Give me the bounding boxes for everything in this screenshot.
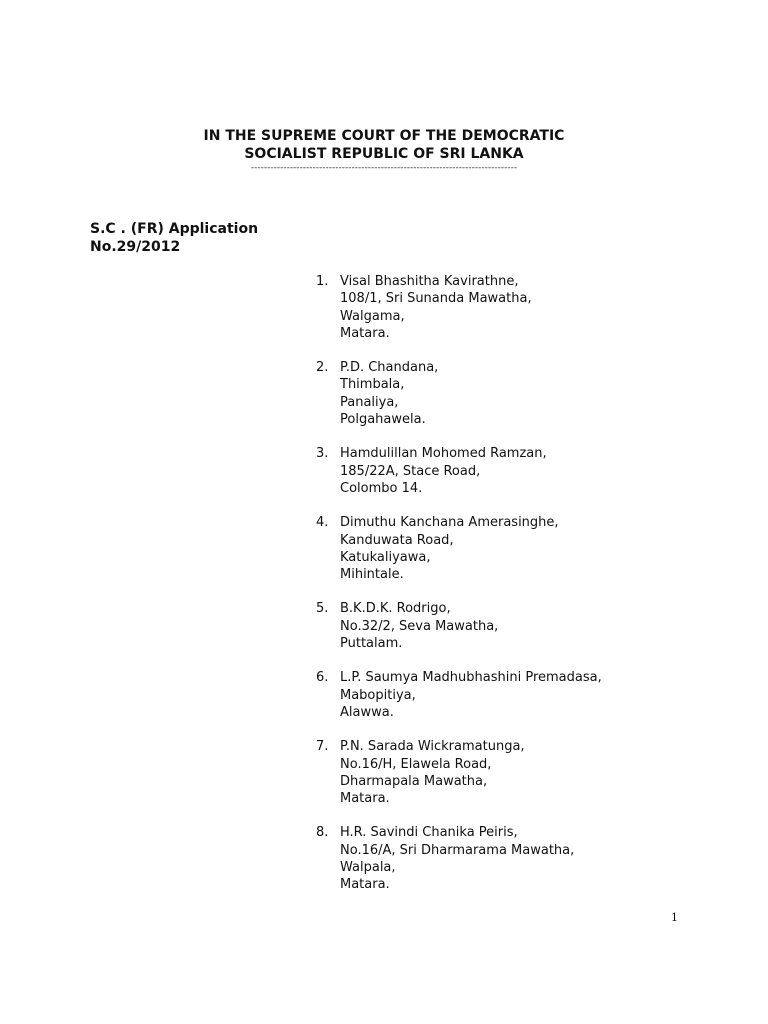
list-item-number: 4.: [316, 515, 329, 531]
party-address-line: No.32/2, Seva Mawatha,: [340, 618, 499, 634]
party-name: Visal Bhashitha Kavirathne,: [340, 274, 519, 289]
list-item: [316, 273, 756, 342]
party-address-line: Matara.: [340, 791, 390, 807]
party-address-line: Katukaliyawa,: [340, 549, 431, 565]
party-name: Dimuthu Kanchana Amerasinghe,: [340, 515, 559, 531]
party-address-line: Mabopitiya,: [340, 687, 416, 703]
party-address-line: Polgahawela.: [340, 412, 426, 428]
list-item: [316, 600, 756, 652]
party-address-line: 108/1, Sri Sunanda Mawatha,: [340, 291, 532, 307]
list-item-number: 3.: [316, 446, 329, 462]
party-address-line: Mihintale.: [340, 567, 404, 583]
party-address-line: Dharmapala Mawatha,: [340, 773, 488, 789]
party-name: P.N. Sarada Wickramatunga,: [340, 739, 525, 755]
party-address-line: No.16/A, Sri Dharmarama Mawatha,: [340, 842, 575, 858]
party-address-line: Matara.: [340, 325, 390, 341]
party-name: P.D. Chandana,: [340, 360, 439, 376]
party-name: Hamdulillan Mohomed Ramzan,: [340, 446, 547, 462]
party-address-line: Colombo 14.: [340, 480, 423, 496]
party-address-line: Puttalam.: [340, 636, 403, 652]
party-name: L.P. Saumya Madhubhashini Premadasa,: [340, 670, 602, 686]
list-item-number: 8.: [316, 825, 329, 841]
case-number-line-2: No.29/2012: [90, 239, 181, 255]
party-address-line: Kanduwata Road,: [340, 532, 454, 548]
court-heading-line-1: IN THE SUPREME COURT OF THE DEMOCRATIC: [203, 128, 565, 144]
party-address-line: Panaliya,: [340, 394, 399, 410]
list-item-number: 6.: [316, 670, 329, 686]
party-name: H.R. Savindi Chanika Peiris,: [340, 825, 518, 841]
party-address-line: Thimbala,: [340, 377, 405, 393]
petitioners-list: [316, 273, 756, 911]
list-item: [316, 514, 756, 583]
page-number: 1: [671, 911, 678, 924]
party-address-line: 185/22A, Stace Road,: [340, 463, 481, 479]
dashed-divider: ----------------------------------------------------------------------------------: [250, 163, 518, 173]
party-address-line: Matara.: [340, 877, 390, 893]
list-item: [316, 359, 756, 428]
list-item: [316, 669, 756, 721]
court-heading: [0, 127, 768, 163]
list-item: [316, 445, 756, 497]
party-name: B.K.D.K. Rodrigo,: [340, 601, 451, 617]
list-item-number: 2.: [316, 360, 329, 376]
case-number: [90, 220, 258, 256]
list-item: [316, 824, 756, 893]
list-item-number: 1.: [316, 274, 329, 289]
case-number-line-1: S.C . (FR) Application: [90, 221, 259, 237]
list-item-number: 7.: [316, 739, 329, 755]
court-heading-line-2: SOCIALIST REPUBLIC OF SRI LANKA: [244, 146, 524, 162]
list-item-number: 5.: [316, 601, 329, 617]
party-address-line: Walgama,: [340, 308, 405, 324]
party-address-line: Alawwa.: [340, 704, 394, 720]
party-address-line: No.16/H, Elawela Road,: [340, 756, 492, 772]
party-address-line: Walpala,: [340, 860, 396, 876]
list-item: [316, 738, 756, 807]
